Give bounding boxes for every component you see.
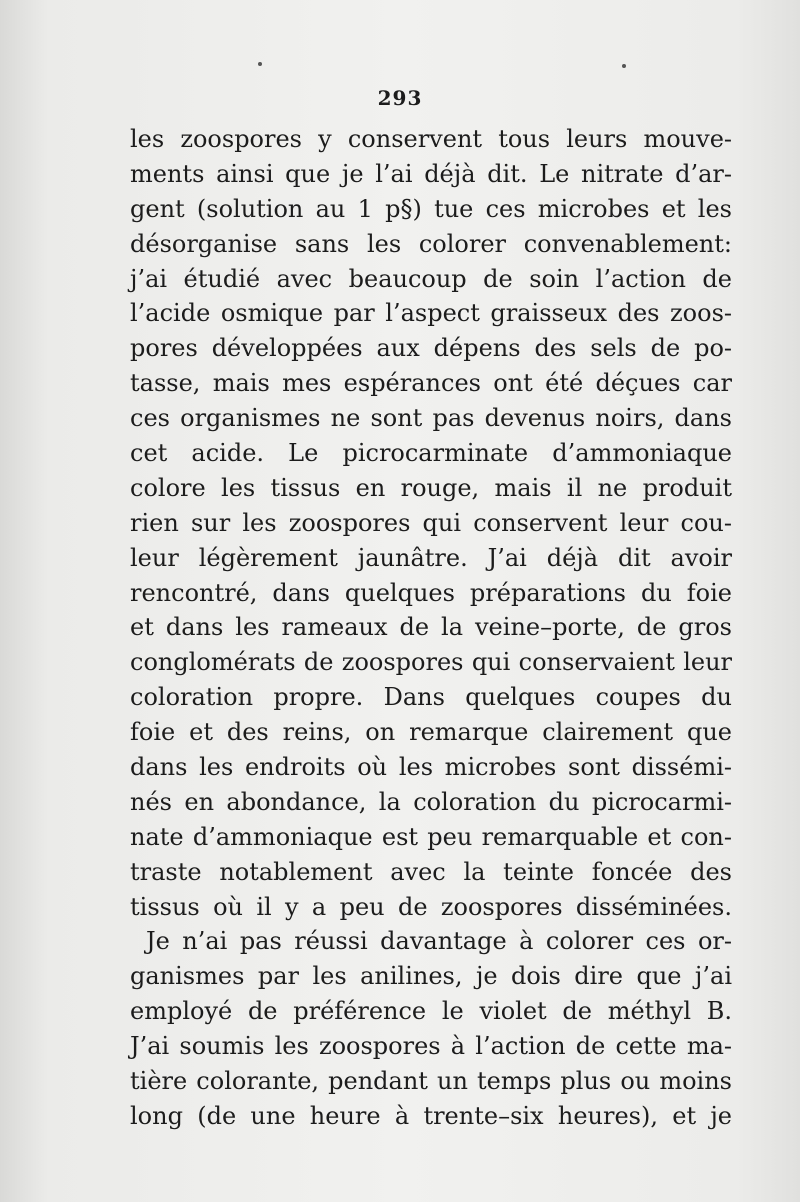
- text-line: l’acide osmique par l’aspect graisseux des zoos-: [130, 299, 732, 328]
- text-line: ments ainsi que je l’ai déjà dit. Le nitrate d’ar-: [130, 159, 732, 188]
- text-line: foie et des reins, on remarque clairement que: [130, 718, 732, 747]
- text-line: pores développées aux dépens des sels de po-: [130, 334, 732, 363]
- text-line: colore les tissus en rouge, mais il ne produit: [130, 473, 732, 502]
- text-line: gent (solution au 1 p§) tue ces microbes et les: [130, 194, 732, 223]
- body-text: [130, 122, 732, 1134]
- text-line: rien sur les zoospores qui conservent leur cou-: [130, 508, 732, 537]
- text-line: leur légèrement jaunâtre. J’ai déjà dit avoir: [130, 543, 732, 572]
- text-line: Je n’ai pas réussi davantage à colorer ces or-: [146, 927, 732, 956]
- text-line: rencontré, dans quelques préparations du foie: [130, 578, 732, 607]
- text-line: et dans les rameaux de la veine–porte, de gros: [130, 613, 732, 642]
- text-line: ces organismes ne sont pas devenus noirs, dans: [130, 404, 732, 433]
- text-line: cet acide. Le picrocarminate d’ammoniaque: [130, 439, 732, 468]
- page-number: 293: [377, 86, 423, 110]
- text-line: nate d’ammoniaque est peu remarquable et con-: [130, 822, 732, 851]
- text-line: tière colorante, pendant un temps plus ou moins: [130, 1067, 732, 1096]
- text-line: J’ai soumis les zoospores à l’action de cette ma-: [130, 1032, 732, 1061]
- ink-speck: [622, 64, 626, 68]
- text-line: ganismes par les anilines, je dois dire que j’ai: [130, 962, 732, 991]
- text-line: long (de une heure à trente–six heures), et je: [130, 1101, 732, 1130]
- text-line: j’ai étudié avec beaucoup de soin l’action de: [130, 264, 732, 293]
- text-line: conglomérats de zoospores qui conservaient leur: [130, 648, 732, 677]
- text-line: tasse, mais mes espérances ont été déçues car: [130, 369, 732, 398]
- text-line: les zoospores y conservent tous leurs mouve-: [130, 125, 732, 153]
- text-line: traste notablement avec la teinte foncée des: [130, 857, 732, 886]
- text-line: tissus où il y a peu de zoospores disséminées.: [130, 892, 732, 921]
- text-line: coloration propre. Dans quelques coupes du: [130, 683, 732, 712]
- text-line: employé de préférence le violet de méthyl B.: [130, 997, 732, 1026]
- text-line: dans les endroits où les microbes sont dissémi-: [130, 753, 732, 782]
- ink-speck: [258, 62, 262, 66]
- text-line: nés en abondance, la coloration du picrocarmi-: [130, 787, 732, 816]
- text-line: désorganise sans les colorer convenablement:: [130, 229, 732, 258]
